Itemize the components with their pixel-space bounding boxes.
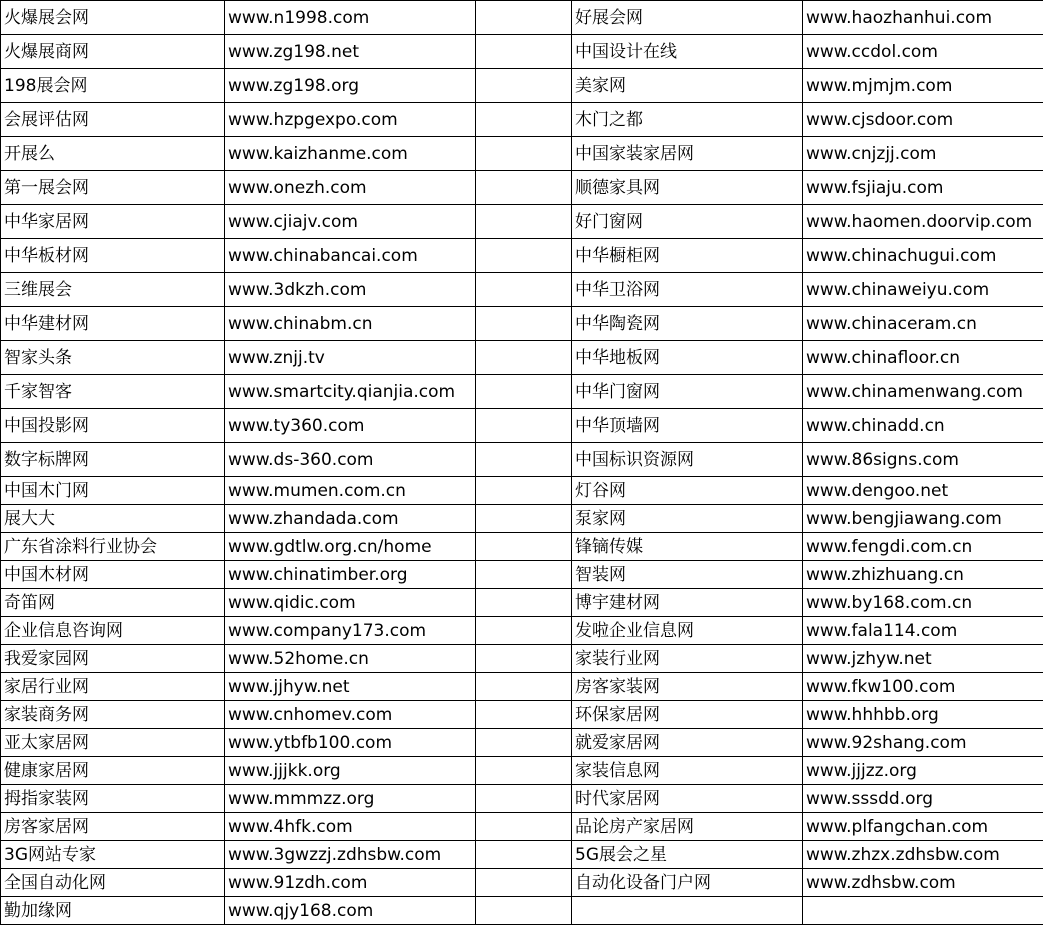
site-name-cell: 时代家居网 xyxy=(572,785,803,813)
spacer-cell xyxy=(476,841,572,869)
site-name-cell: 美家网 xyxy=(572,69,803,103)
spacer-cell xyxy=(476,171,572,205)
spacer-cell xyxy=(476,341,572,375)
site-url-cell: www.cnhomev.com xyxy=(225,701,476,729)
table-row xyxy=(1,137,1043,171)
site-name-cell: 中华建材网 xyxy=(1,307,225,341)
site-name-cell: 房客家装网 xyxy=(572,673,803,701)
spacer-cell xyxy=(476,307,572,341)
site-name-cell: 中华家居网 xyxy=(1,205,225,239)
table-row xyxy=(1,897,1043,925)
site-name-cell xyxy=(572,897,803,925)
site-url-cell: www.znjj.tv xyxy=(225,341,476,375)
site-name-cell: 家装商务网 xyxy=(1,701,225,729)
site-url-cell: www.haozhanhui.com xyxy=(803,1,1043,35)
table-row xyxy=(1,673,1043,701)
spacer-cell xyxy=(476,409,572,443)
table-row xyxy=(1,273,1043,307)
site-url-cell: www.chinadd.cn xyxy=(803,409,1043,443)
site-name-cell: 198展会网 xyxy=(1,69,225,103)
spacer-cell xyxy=(476,239,572,273)
spacer-cell xyxy=(476,701,572,729)
table-row xyxy=(1,869,1043,897)
site-name-cell: 发啦企业信息网 xyxy=(572,617,803,645)
table-row xyxy=(1,617,1043,645)
site-url-cell: www.chinaweiyu.com xyxy=(803,273,1043,307)
site-name-cell: 泵家网 xyxy=(572,505,803,533)
site-name-cell: 就爱家居网 xyxy=(572,729,803,757)
site-url-cell: www.haomen.doorvip.com xyxy=(803,205,1043,239)
site-name-cell: 亚太家居网 xyxy=(1,729,225,757)
site-name-cell: 好门窗网 xyxy=(572,205,803,239)
site-url-cell: www.jjjzz.org xyxy=(803,757,1043,785)
site-url-cell: www.zhandada.com xyxy=(225,505,476,533)
table-row xyxy=(1,409,1043,443)
site-name-cell: 全国自动化网 xyxy=(1,869,225,897)
site-url-cell: www.n1998.com xyxy=(225,1,476,35)
site-url-cell: www.fkw100.com xyxy=(803,673,1043,701)
site-url-cell: www.chinachugui.com xyxy=(803,239,1043,273)
site-url-cell: www.3gwzzj.zdhsbw.com xyxy=(225,841,476,869)
site-name-cell: 中国设计在线 xyxy=(572,35,803,69)
site-url-cell: www.chinabancai.com xyxy=(225,239,476,273)
site-url-cell: www.zg198.net xyxy=(225,35,476,69)
site-url-cell: www.ty360.com xyxy=(225,409,476,443)
site-name-cell: 好展会网 xyxy=(572,1,803,35)
site-name-cell: 锋镝传媒 xyxy=(572,533,803,561)
table-row xyxy=(1,729,1043,757)
site-url-cell: www.gdtlw.org.cn/home xyxy=(225,533,476,561)
site-name-cell: 三维展会 xyxy=(1,273,225,307)
site-url-cell: www.chinabm.cn xyxy=(225,307,476,341)
site-url-cell: www.plfangchan.com xyxy=(803,813,1043,841)
site-url-cell: www.mumen.com.cn xyxy=(225,477,476,505)
site-url-cell xyxy=(803,897,1043,925)
table-row xyxy=(1,561,1043,589)
spacer-cell xyxy=(476,69,572,103)
site-name-cell: 中华门窗网 xyxy=(572,375,803,409)
table-row xyxy=(1,841,1043,869)
site-name-cell: 中华卫浴网 xyxy=(572,273,803,307)
site-name-cell: 中国木门网 xyxy=(1,477,225,505)
site-url-cell: www.mjmjm.com xyxy=(803,69,1043,103)
table-row xyxy=(1,813,1043,841)
site-url-cell: www.bengjiawang.com xyxy=(803,505,1043,533)
site-name-cell: 中华地板网 xyxy=(572,341,803,375)
table-row xyxy=(1,1,1043,35)
site-name-cell: 智家头条 xyxy=(1,341,225,375)
site-name-cell: 顺德家具网 xyxy=(572,171,803,205)
site-url-cell: www.jjhyw.net xyxy=(225,673,476,701)
site-name-cell: 自动化设备门户网 xyxy=(572,869,803,897)
site-name-cell: 品论房产家居网 xyxy=(572,813,803,841)
site-url-cell: www.zdhsbw.com xyxy=(803,869,1043,897)
site-url-cell: www.qidic.com xyxy=(225,589,476,617)
site-url-cell: www.jjjkk.org xyxy=(225,757,476,785)
site-name-cell: 火爆展商网 xyxy=(1,35,225,69)
spacer-cell xyxy=(476,477,572,505)
site-url-cell: www.mmmzz.org xyxy=(225,785,476,813)
site-name-cell: 勤加缘网 xyxy=(1,897,225,925)
spacer-cell xyxy=(476,645,572,673)
site-url-cell: www.91zdh.com xyxy=(225,869,476,897)
site-name-cell: 数字标牌网 xyxy=(1,443,225,477)
table-row xyxy=(1,341,1043,375)
table-row xyxy=(1,701,1043,729)
site-name-cell: 中华顶墙网 xyxy=(572,409,803,443)
site-url-cell: www.company173.com xyxy=(225,617,476,645)
table-row xyxy=(1,645,1043,673)
site-name-cell: 3G网站专家 xyxy=(1,841,225,869)
site-url-cell: www.cjsdoor.com xyxy=(803,103,1043,137)
site-url-cell: www.92shang.com xyxy=(803,729,1043,757)
spacer-cell xyxy=(476,375,572,409)
site-url-cell: www.ytbfb100.com xyxy=(225,729,476,757)
table-row xyxy=(1,757,1043,785)
site-name-cell: 千家智客 xyxy=(1,375,225,409)
site-name-cell: 中国标识资源网 xyxy=(572,443,803,477)
table-row xyxy=(1,205,1043,239)
site-url-cell: www.dengoo.net xyxy=(803,477,1043,505)
table-body xyxy=(1,1,1043,925)
site-url-cell: www.smartcity.qianjia.com xyxy=(225,375,476,409)
site-url-cell: www.chinafloor.cn xyxy=(803,341,1043,375)
site-url-cell: www.fala114.com xyxy=(803,617,1043,645)
spacer-cell xyxy=(476,1,572,35)
spacer-cell xyxy=(476,757,572,785)
site-url-cell: www.sssdd.org xyxy=(803,785,1043,813)
spacer-cell xyxy=(476,729,572,757)
site-url-cell: www.onezh.com xyxy=(225,171,476,205)
table-row xyxy=(1,505,1043,533)
site-name-cell: 家装行业网 xyxy=(572,645,803,673)
site-name-cell: 房客家居网 xyxy=(1,813,225,841)
table-row xyxy=(1,35,1043,69)
spacer-cell xyxy=(476,205,572,239)
site-name-cell: 中华板材网 xyxy=(1,239,225,273)
spacer-cell xyxy=(476,589,572,617)
site-name-cell: 家居行业网 xyxy=(1,673,225,701)
site-url-cell: www.hhhbb.org xyxy=(803,701,1043,729)
site-url-cell: www.86signs.com xyxy=(803,443,1043,477)
site-name-cell: 博宇建材网 xyxy=(572,589,803,617)
site-url-cell: www.jzhyw.net xyxy=(803,645,1043,673)
spacer-cell xyxy=(476,35,572,69)
site-name-cell: 第一展会网 xyxy=(1,171,225,205)
site-name-cell: 中华陶瓷网 xyxy=(572,307,803,341)
table-row xyxy=(1,69,1043,103)
site-url-cell: www.by168.com.cn xyxy=(803,589,1043,617)
spacer-cell xyxy=(476,103,572,137)
site-url-cell: www.zg198.org xyxy=(225,69,476,103)
table-row xyxy=(1,443,1043,477)
site-url-cell: www.4hfk.com xyxy=(225,813,476,841)
site-name-cell: 奇笛网 xyxy=(1,589,225,617)
table-row xyxy=(1,307,1043,341)
site-name-cell: 展大大 xyxy=(1,505,225,533)
site-url-cell: www.kaizhanme.com xyxy=(225,137,476,171)
table-row xyxy=(1,533,1043,561)
site-name-cell: 中华橱柜网 xyxy=(572,239,803,273)
site-url-cell: www.zhzx.zdhsbw.com xyxy=(803,841,1043,869)
site-url-cell: www.qjy168.com xyxy=(225,897,476,925)
site-name-cell: 中国木材网 xyxy=(1,561,225,589)
table-row xyxy=(1,375,1043,409)
site-url-cell: www.3dkzh.com xyxy=(225,273,476,307)
site-name-cell: 会展评估网 xyxy=(1,103,225,137)
spacer-cell xyxy=(476,813,572,841)
spacer-cell xyxy=(476,785,572,813)
spacer-cell xyxy=(476,897,572,925)
spacer-cell xyxy=(476,273,572,307)
site-name-cell: 开展么 xyxy=(1,137,225,171)
site-name-cell: 环保家居网 xyxy=(572,701,803,729)
site-url-cell: www.zhizhuang.cn xyxy=(803,561,1043,589)
spacer-cell xyxy=(476,137,572,171)
table-row xyxy=(1,785,1043,813)
table-row xyxy=(1,477,1043,505)
site-url-cell: www.fengdi.com.cn xyxy=(803,533,1043,561)
site-url-cell: www.chinatimber.org xyxy=(225,561,476,589)
site-name-cell: 5G展会之星 xyxy=(572,841,803,869)
site-name-cell: 拇指家装网 xyxy=(1,785,225,813)
site-name-cell: 火爆展会网 xyxy=(1,1,225,35)
site-name-cell: 家装信息网 xyxy=(572,757,803,785)
table-row xyxy=(1,239,1043,273)
site-url-cell: www.ccdol.com xyxy=(803,35,1043,69)
site-name-cell: 健康家居网 xyxy=(1,757,225,785)
site-url-cell: www.chinamenwang.com xyxy=(803,375,1043,409)
site-name-cell: 中国家装家居网 xyxy=(572,137,803,171)
spacer-cell xyxy=(476,443,572,477)
site-url-cell: www.cnjzjj.com xyxy=(803,137,1043,171)
site-url-cell: www.fsjiaju.com xyxy=(803,171,1043,205)
site-name-cell: 我爱家园网 xyxy=(1,645,225,673)
table-row xyxy=(1,589,1043,617)
table-row xyxy=(1,171,1043,205)
spacer-cell xyxy=(476,561,572,589)
site-name-cell: 木门之都 xyxy=(572,103,803,137)
site-name-cell: 灯谷网 xyxy=(572,477,803,505)
site-name-cell: 中国投影网 xyxy=(1,409,225,443)
site-name-cell: 企业信息咨询网 xyxy=(1,617,225,645)
spacer-cell xyxy=(476,505,572,533)
site-url-cell: www.hzpgexpo.com xyxy=(225,103,476,137)
spacer-cell xyxy=(476,673,572,701)
site-name-cell: 智装网 xyxy=(572,561,803,589)
spacer-cell xyxy=(476,869,572,897)
site-url-cell: www.52home.cn xyxy=(225,645,476,673)
site-name-cell: 广东省涂料行业协会 xyxy=(1,533,225,561)
site-url-cell: www.chinaceram.cn xyxy=(803,307,1043,341)
spacer-cell xyxy=(476,533,572,561)
site-url-cell: www.cjiajv.com xyxy=(225,205,476,239)
table-row xyxy=(1,103,1043,137)
site-url-cell: www.ds-360.com xyxy=(225,443,476,477)
spacer-cell xyxy=(476,617,572,645)
